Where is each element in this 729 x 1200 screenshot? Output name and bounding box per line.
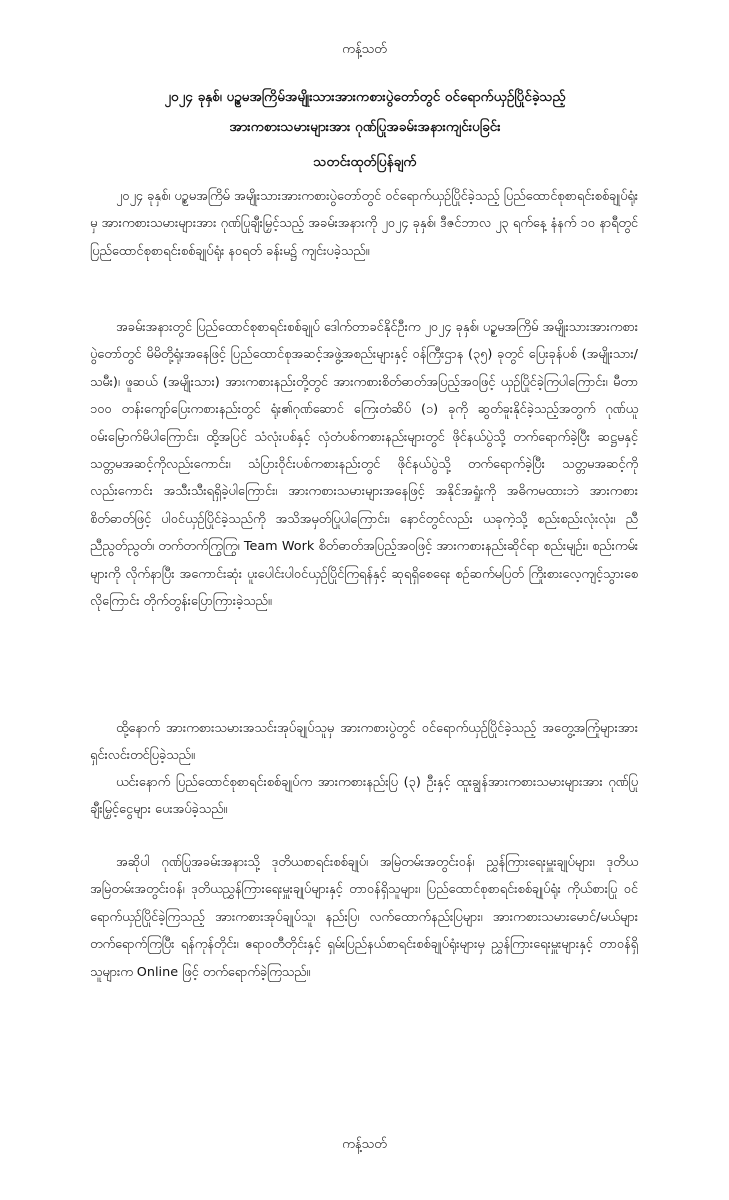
paragraph-1: ၂၀၂၄ ခုနှစ်၊ ပဉ္စမအကြိမ် အမျိုးသားအားကစားပွဲတော်တွင် ဝင်ရောက်ယှဉ်ပြိုင်ခဲ့သည့် ပြည်ထောင်စုစာရင်းစစ်ချုပ်ရုံးမှ အားကစားသမားများအား ဂုဏ်ပြုချီးမြှင့်သည့် အခမ်းအနားကို ၂၀၂၄ ခုနှစ်၊ ဒီဇင်ဘာလ ၂၃ ရက်နေ့ နံနက် ၁၀ နာရီတွင် ပြည်ထောင်စုစာရင်းစစ်ချုပ်ရုံး နဝရတ် ခန်းမ၌ ကျင်းပခဲ့သည်။ xyxy=(90,189,638,259)
classification-header: ကန့်သတ် xyxy=(342,42,387,57)
paragraph-4: ယင်းနောက် ပြည်ထောင်စုစာရင်းစစ်ချုပ်က အားကစားနည်းပြ (၃) ဦးနှင့် ထူးချွန်အားကစားသမားများအား ဂုဏ်ပြုချီးမြှင့်ငွေများ ပေးအပ်ခဲ့သည်။ xyxy=(90,775,638,818)
paragraph-3: ထို့နောက် အားကစားသမားအသင်းအုပ်ချုပ်သူမှ အားကစားပွဲတွင် ဝင်ရောက်ယှဉ်ပြိုင်ခဲ့သည့် အတွေ့အကြုံများအား ရှင်းလင်းတင်ပြခဲ့သည်။ xyxy=(90,721,638,764)
title-line-1: ၂၀၂၄ ခုနှစ်၊ ပဉ္စမအကြိမ်အမျိုးသားအားကစားပွဲတော်တွင် ဝင်ရောက်ယှဉ်ပြိုင်ခဲ့သည့် xyxy=(164,89,566,105)
classification-footer: ကန့်သတ် xyxy=(342,1137,387,1152)
paragraph-5: အဆိုပါ ဂုဏ်ပြုအခမ်းအနားသို့ ဒုတိယစာရင်းစစ်ချုပ်၊ အမြဲတမ်းအတွင်းဝန်၊ ညွှန်ကြားရေးမှူးချုပ်များ၊ ဒုတိယအမြဲတမ်းအတွင်းဝန်၊ ဒုတိယညွှန်ကြားရေးမှူးချုပ်များနှင့် တာဝန်ရှိသူများ၊ ပြည်ထောင်စုစာရင်းစစ်ချုပ်ရုံး ကိုယ်စားပြု ဝင်ရောက်ယှဉ်ပြိုင်ခဲ့ကြသည့် အားကစားအုပ်ချုပ်သူ၊ နည်းပြ၊ လက်ထောက်နည်းပြများ၊ အားကစားသမားမောင်/မယ်များ တက်ရောက်ကြပြီး ရန်ကုန်တိုင်း၊ ဧရာဝတီတိုင်းနှင့် ရှမ်းပြည်နယ်စာရင်းစစ်ချုပ်ရုံးများမှ ညွှန်ကြားရေးမှူးများနှင့် တာဝန်ရှိသူများက Online ဖြင့် တက်ရောက်ခဲ့ကြသည်။ xyxy=(90,855,638,980)
paragraph-2: အခမ်းအနားတွင် ပြည်ထောင်စုစာရင်းစစ်ချုပ် ဒေါက်တာခင်နိုင်ဦးက ၂၀၂၄ ခုနှစ်၊ ပဉ္စမအကြိမ် အမျိုးသားအားကစားပွဲတော်တွင် မိမိတို့ရုံးအနေဖြင့် ပြည်ထောင်စုအဆင့်အဖွဲ့အစည်းများနှင့် ဝန်ကြီးဌာန (၃၅) ခုတွင် ပြေးခုန်ပစ် (အမျိုးသား/သမီး)၊ ဖူဆယ် (အမျိုးသား) အားကစားနည်းတို့တွင် အားကစားစိတ်ဓာတ်အပြည့်အဝဖြင့် ယှဉ်ပြိုင်ခဲ့ကြပါကြောင်း၊ မီတာ ၁၀၀ တန်းကျော်ပြေးကစားနည်းတွင် ရုံး၏ဂုဏ်ဆောင် ကြေးတံဆိပ် (၁) ခုကို ဆွတ်ခူးနိုင်ခဲ့သည့်အတွက် ဂုဏ်ယူဝမ်းမြောက်မိပါကြောင်း၊ ထို့အပြင် သံလုံးပစ်နှင့် လှံတံပစ်ကစားနည်းများတွင် ဖိုင်နယ်ပွဲသို့ တက်ရောက်ခဲ့ပြီး ဆဋ္ဌမနှင့် သတ္တမအဆင့်ကိုလည်းကောင်း၊ သံပြားဝိုင်းပစ်ကစားနည်းတွင် ဖိုင်နယ်ပွဲသို့ တက်ရောက်ခဲ့ပြီး သတ္တမအဆင့်ကိုလည်းကောင်း အသီးသီးရရှိခဲ့ပါကြောင်း၊ အားကစားသမားများအနေဖြင့် အနိုင်အရှုံးကို အဓိကမထားဘဲ အားကစားစိတ်ဓာတ်ဖြင့် ပါဝင်ယှဉ်ပြိုင်ခဲ့သည်ကို အသိအမှတ်ပြုပါကြောင်း၊ နောင်တွင်လည်း ယခုကဲ့သို့ စည်းစည်းလုံးလုံး၊ ညီညီညွတ်ညွတ်၊ တက်တက်ကြွကြွ၊ Team Work စိတ်ဓာတ်အပြည့်အဝဖြင့် အားကစားနည်းဆိုင်ရာ စည်းမျဉ်း၊ စည်းကမ်းများကို လိုက်နာပြီး အကောင်းဆုံး ပူးပေါင်းပါဝင်ယှဉ်ပြိုင်ကြရန်နှင့် ဆုရရှိစေရေး စဉ်ဆက်မပြတ် ကြိုးစားလေ့ကျင့်သွားစေလိုကြောင်း တိုက်တွန်းပြောကြားခဲ့သည်။ xyxy=(90,320,638,610)
press-release-subtitle: သတင်းထုတ်ပြန်ချက် xyxy=(313,154,417,170)
title-line-2: အားကစားသမားများအား ဂုဏ်ပြုအခမ်းအနားကျင်းပခြင်း xyxy=(229,119,501,135)
